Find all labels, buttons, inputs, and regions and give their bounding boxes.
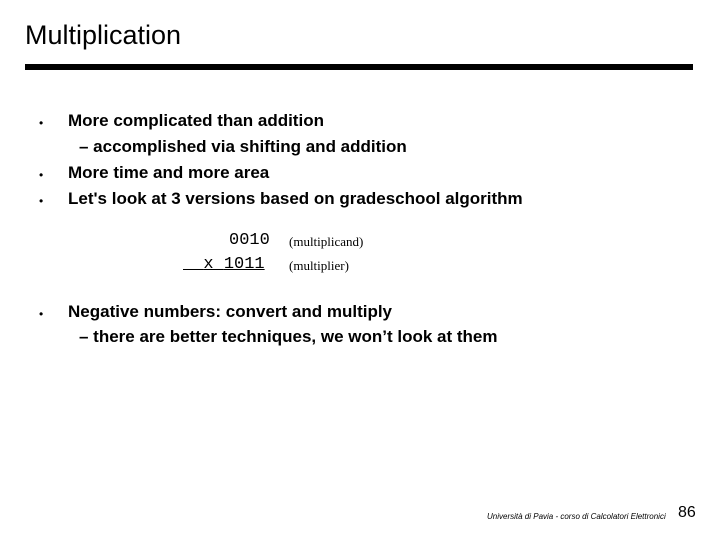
sub-bullet-text: – accomplished via shifting and addition <box>79 137 407 156</box>
bullet-marker: • <box>39 194 44 208</box>
sub-bullet-text: – there are better techniques, we won’t look at them <box>79 327 498 346</box>
bullet-marker: • <box>39 116 44 130</box>
multiplier-prefix: x <box>203 255 224 274</box>
bullet-text: Let's look at 3 versions based on gradeschool algorithm <box>68 189 523 208</box>
bullet-marker: • <box>39 168 44 182</box>
bullet-text: More time and more area <box>68 163 270 182</box>
footer-text: Università di Pavia - corso di Calcolatori Elettronici <box>487 512 666 521</box>
bullet-marker: • <box>39 307 44 321</box>
page-number: 86 <box>678 504 696 521</box>
bullet-text: More complicated than addition <box>68 111 324 130</box>
multiplier-line <box>183 255 265 274</box>
slide-title: Multiplication <box>25 20 182 50</box>
multiplicand-note: (multiplicand) <box>289 234 364 249</box>
multiplicand-value: 0010 <box>229 231 270 250</box>
title-rule <box>25 64 693 70</box>
multiplier-note: (multiplier) <box>289 258 349 273</box>
multiplier-value: 1011 <box>223 255 265 274</box>
bullet-text: Negative numbers: convert and multiply <box>68 302 393 321</box>
